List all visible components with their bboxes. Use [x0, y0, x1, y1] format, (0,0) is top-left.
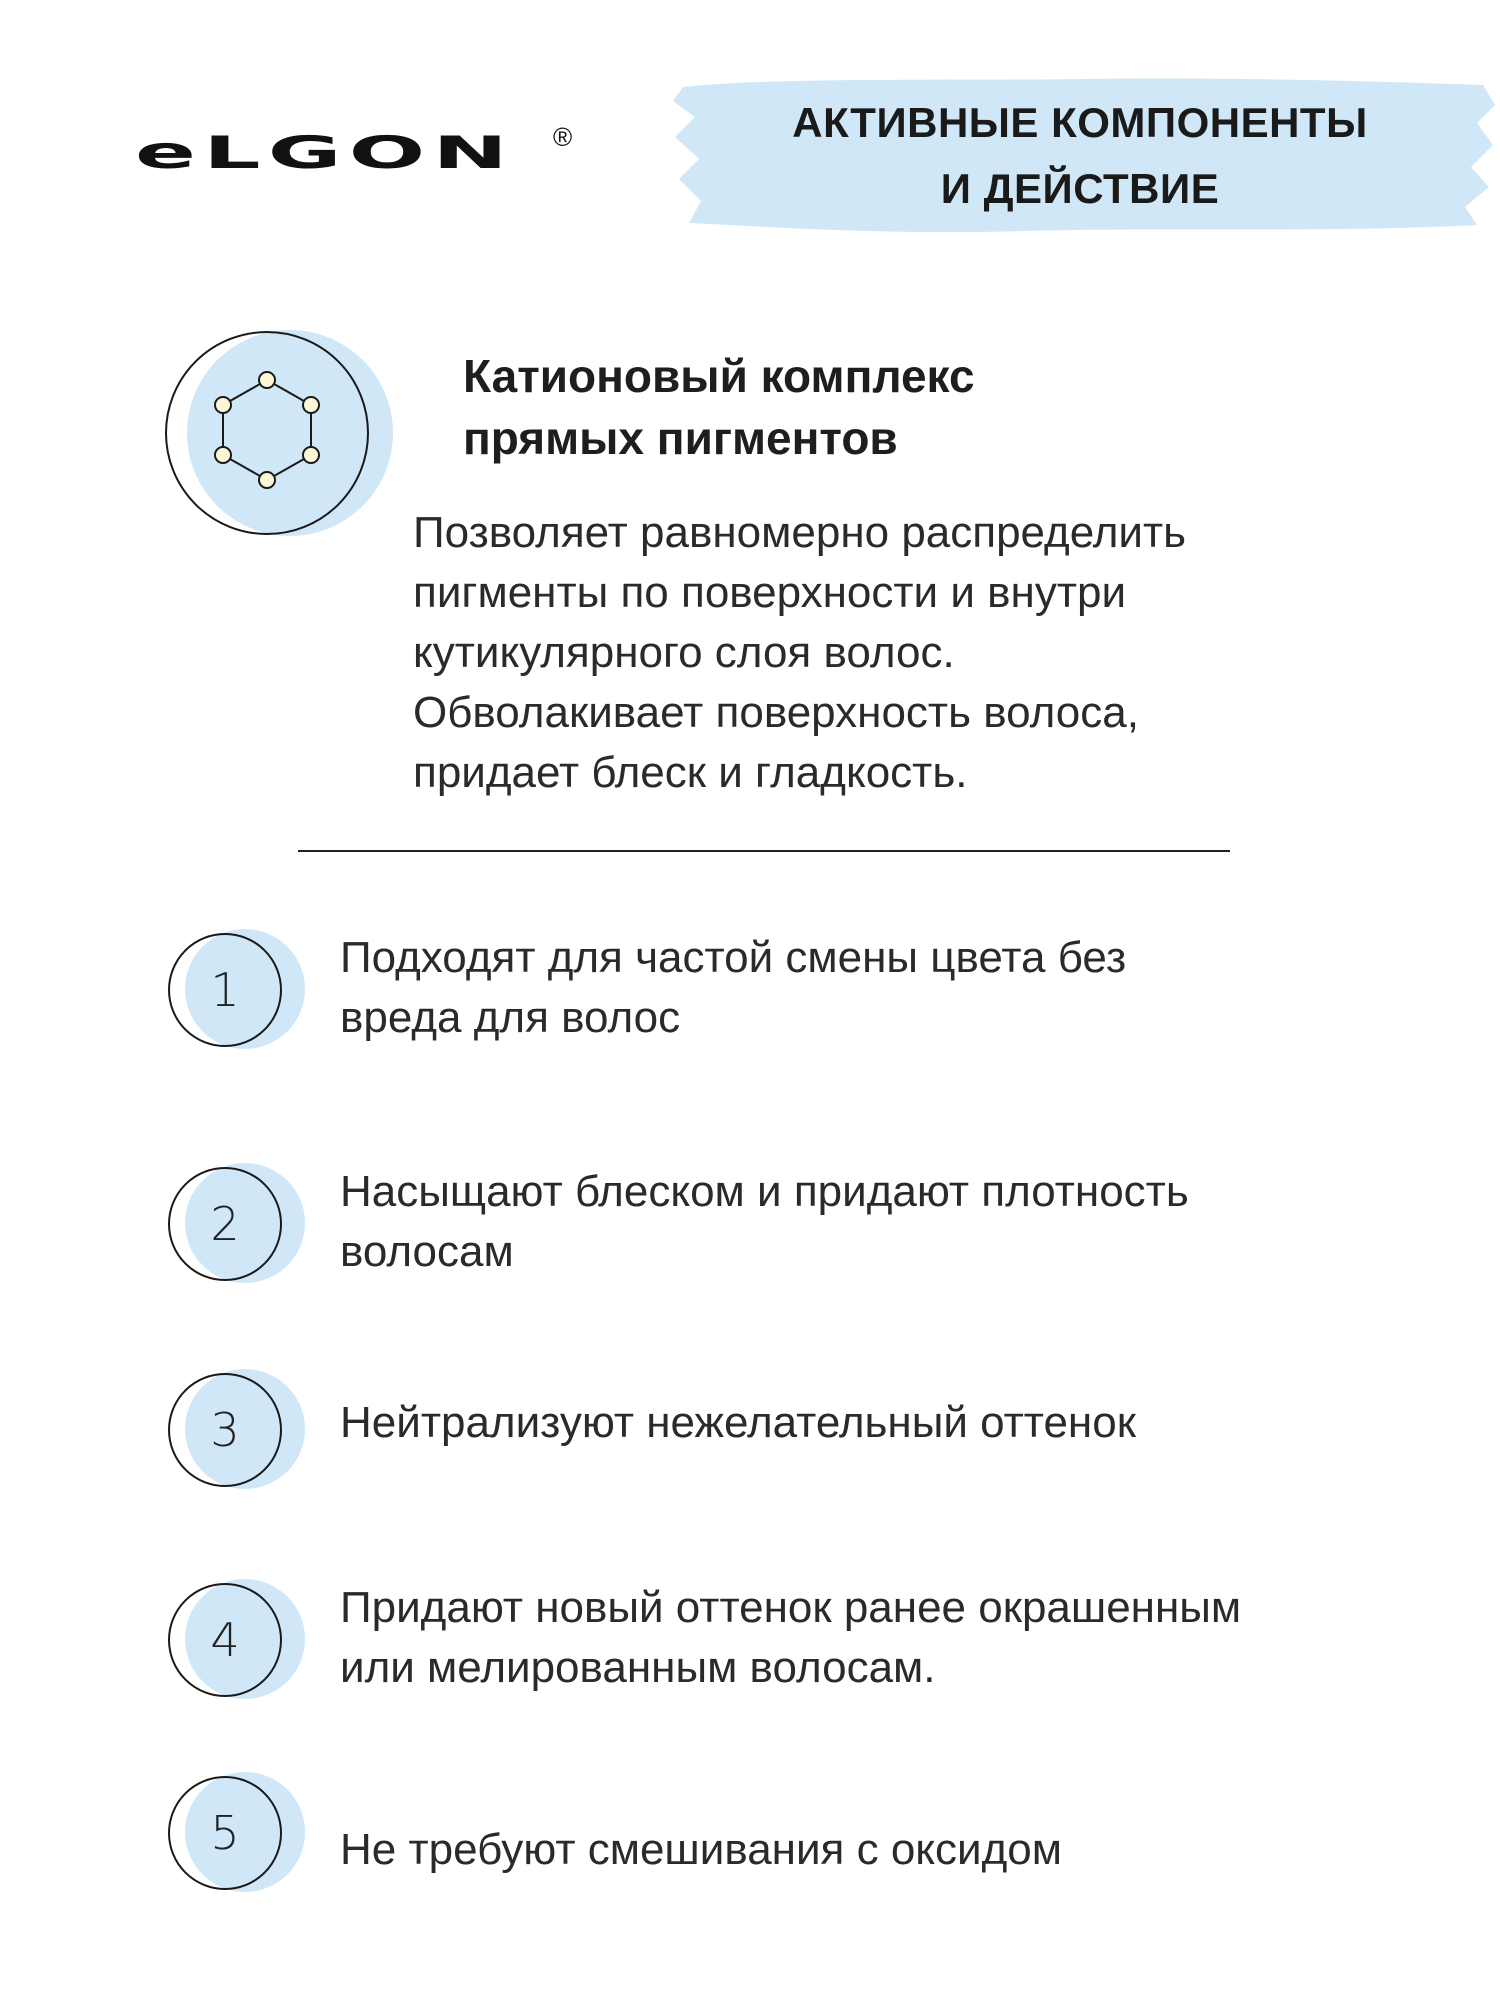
number-badge-label: 4: [210, 1613, 240, 1667]
feature-description: [413, 503, 1453, 803]
number-badge: [160, 1768, 310, 1898]
hexagon-molecule-icon: [160, 330, 410, 540]
brand-logo: [135, 118, 573, 188]
feature-title-line-1: Катионовый комплекс: [463, 350, 975, 402]
benefit-item-2: [160, 1159, 1460, 1299]
feature-description-line: пигменты по поверхности и внутри: [413, 568, 1127, 617]
benefit-text-line: Не требуют смешивания с оксидом: [340, 1825, 1063, 1874]
benefit-item-1: [160, 925, 1460, 1065]
benefit-text: [340, 1162, 1470, 1282]
number-badge: [160, 1159, 310, 1289]
benefit-text-line: Насыщают блеском и придают плотность: [340, 1167, 1189, 1216]
feature-title-line-2: прямых пигментов: [463, 412, 898, 464]
benefit-text: [340, 1578, 1470, 1698]
section-divider: [298, 850, 1230, 852]
page-title: [700, 90, 1460, 222]
number-badge: [160, 1575, 310, 1705]
feature-title: [463, 345, 1363, 469]
feature-description-line: кутикулярного слоя волос.: [413, 628, 955, 677]
benefit-text-line: Придают новый оттенок ранее окрашенным: [340, 1583, 1242, 1632]
benefit-text-line: вреда для волос: [340, 993, 681, 1042]
benefit-text-line: Подходят для частой смены цвета без: [340, 933, 1127, 982]
page-title-line-1: АКТИВНЫЕ КОМПОНЕНТЫ: [792, 99, 1368, 146]
registered-mark: ®: [553, 122, 573, 152]
benefit-text-line: или мелированным волосам.: [340, 1643, 936, 1692]
page-title-line-2: И ДЕЙСТВИЕ: [940, 165, 1220, 212]
benefit-item-5: [160, 1768, 1460, 1908]
benefit-text-line: волосам: [340, 1227, 514, 1276]
brand-logo-text: eLGON: [135, 126, 515, 179]
benefit-text-line: Нейтрализуют нежелательный оттенок: [340, 1398, 1136, 1447]
benefit-text: [340, 1393, 1470, 1453]
number-badge-label: 2: [210, 1197, 240, 1251]
feature-description-line: Позволяет равномерно распределить: [413, 508, 1187, 557]
feature-description-line: Обволакивает поверхность волоса,: [413, 688, 1139, 737]
benefit-text: [340, 1820, 1470, 1880]
benefit-item-3: [160, 1365, 1460, 1505]
number-badge-label: 1: [210, 963, 240, 1017]
number-badge-label: 3: [210, 1403, 240, 1457]
benefit-text: [340, 928, 1470, 1048]
feature-description-line: придает блеск и гладкость.: [413, 748, 968, 797]
benefit-item-4: [160, 1575, 1460, 1715]
number-badge: [160, 1365, 310, 1495]
number-badge-label: 5: [210, 1806, 240, 1860]
number-badge: [160, 925, 310, 1055]
